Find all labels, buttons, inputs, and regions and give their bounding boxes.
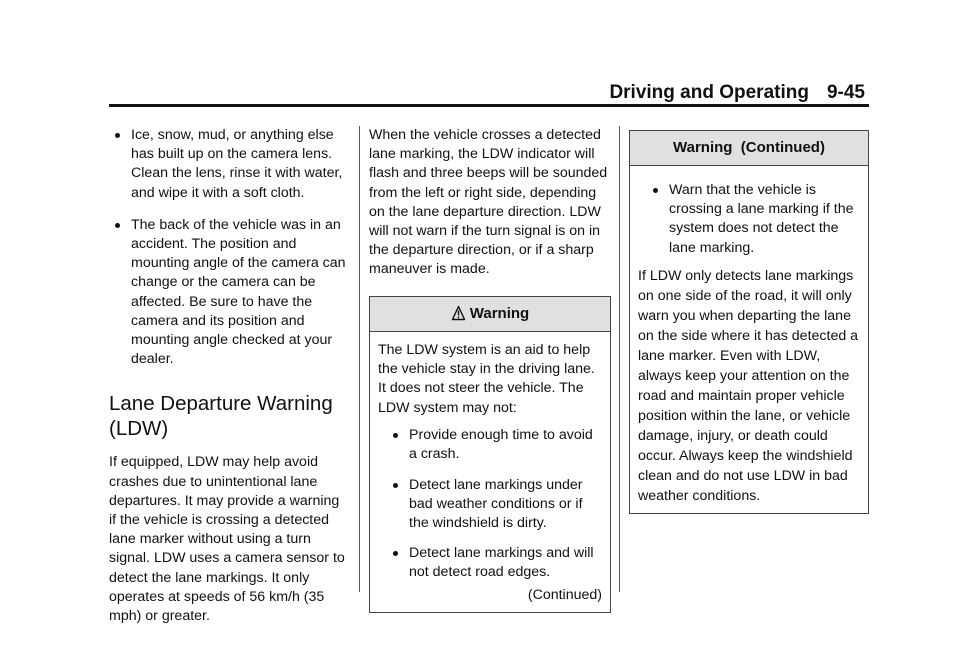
bullet-icon [393,433,398,438]
warning-intro: The LDW system is an aid to help the vehicle stay in the driving lane. It does not steer the vehicle. The LDW system may not: [378,341,595,416]
list-item: The back of the vehicle was in an accident. The position and mounting angle of the camera can change or the camera can be affected. Be sure to have the camera and its position and mounting angle checked at your dealer. [109,216,349,370]
bullet-icon [115,223,120,228]
bullet-icon [393,551,398,556]
warning-icon [451,305,466,321]
warning-header [370,297,610,332]
column-divider [359,126,360,592]
warning-title: Warning (Continued) [673,139,825,156]
bullet-icon [393,483,398,488]
list-item: Ice, snow, mud, or anything else has built up on the camera lens. Clean the lens, rinse it with water, and wipe it with a soft cloth. [109,126,349,203]
bullet-icon [653,188,658,193]
warning-header [630,131,868,166]
warning-body [370,332,610,612]
section-heading: Lane Departure Warning (LDW) [109,392,333,441]
warning-box [629,130,869,514]
header-rule [109,104,869,107]
page-number: 9-45 [826,82,865,103]
warning-box [369,296,611,613]
list-item: Provide enough time to avoid a crash. [378,426,602,464]
warning-title: Warning [469,304,530,322]
body-paragraph: When the vehicle crosses a detected lane marking, the LDW indicator will flash and three beeps will be sounded from the left or right side, depending on the lane departure direction. LDW will not warn if the turn signal is on in the departure direction, or if a sharp maneuver is made. [369,127,608,278]
list-item: Warn that the vehicle is crossing a lane marking if the system does not detect the lane marking. [638,181,860,258]
list-item: Detect lane markings under bad weather conditions or if the windshield is dirty. [378,476,602,534]
column-1 [109,126,349,626]
warning-paragraph: If LDW only detects lane markings on one side of the road, it will only warn you when departing the lane on the side where it has detected a lane marker. Even with LDW, always keep your attention on the road and maintain proper vehicle position within the lane, or vehicle damage, injury, or death could occur. Always keep the windshield clean and do not use LDW in bad weather conditions. [638,267,859,504]
page-header [609,82,865,104]
warning-body [630,166,868,513]
section-title: Driving and Operating [609,82,809,103]
body-paragraph: If equipped, LDW may help avoid crashes due to unintentional lane departures. It may provide a warning if the vehicle is crossing a detected lane marker without using a turn signal. LDW uses a camera sensor to detect the lane markings. It only operates at speeds of 56 km/h (35 mph) or greater. [109,454,345,625]
list-item: Detect lane markings and will not detect road edges. [378,544,602,582]
column-3 [629,130,869,514]
column-2 [369,126,611,613]
continued-label: (Continued) [527,586,602,603]
column-divider [619,126,620,592]
bullet-icon [115,133,120,138]
